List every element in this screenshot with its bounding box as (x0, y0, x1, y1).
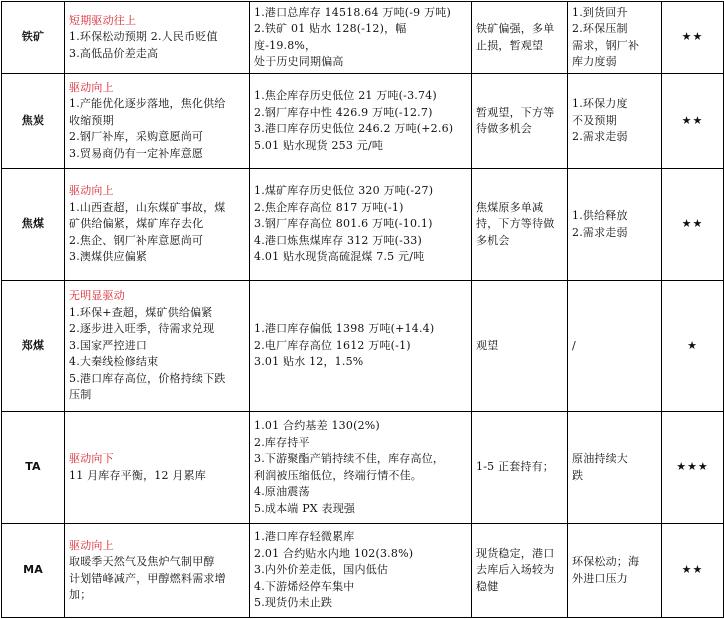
risk-cell (568, 169, 662, 281)
risk-cell (568, 412, 662, 524)
driver-cell (65, 74, 250, 169)
data-line: 4.下游烯烃停车集中 (254, 579, 355, 593)
strategy-line: 铁矿偏强，多单 (476, 22, 555, 35)
commodity-name: 焦煤 (2, 169, 65, 281)
data-line: 1.港口总库存 14518.64 万吨(-9 万吨) (254, 5, 451, 19)
rating-stars: ★★ (662, 524, 724, 618)
risk-cell (568, 524, 662, 618)
risk-line: 2.需求走弱 (572, 225, 628, 239)
driver-reason: 5.港口库存高位，价格持续下跌 (69, 371, 226, 385)
risk-cell (568, 74, 662, 169)
driver-cell (65, 524, 250, 618)
risk-cell (568, 281, 662, 412)
commodity-name: 郑煤 (2, 281, 65, 412)
driver-cell (65, 2, 250, 74)
driver-reason: 计划错峰减产，甲醇燃料需求增 (69, 571, 226, 585)
commodity-name: TA (2, 412, 65, 524)
driver-reason: 收缩预期 (69, 113, 114, 127)
driver-reason: 压制 (69, 388, 92, 402)
data-line: 处于历史同期偏高 (254, 55, 344, 68)
data-cell (250, 524, 472, 618)
risk-line: 2.需求走弱 (572, 130, 628, 144)
strategy-cell (472, 2, 568, 74)
rating-stars: ★★★ (662, 412, 724, 524)
data-cell (250, 169, 472, 281)
table-row (2, 74, 724, 169)
risk-line: 需求，钢厂补 (572, 38, 640, 52)
strategy-line: 去库后入场较为 (476, 563, 555, 577)
data-line: 3.内外价差走低，国内低估 (254, 563, 389, 577)
data-line: 5.成本端 PX 表现强 (254, 501, 356, 515)
strategy-cell (472, 524, 568, 618)
data-cell (250, 281, 472, 412)
commodity-name: 铁矿 (2, 2, 65, 74)
data-line: 2.库存持平 (254, 435, 310, 449)
driver-reason: 3.高低品价差走高 (69, 46, 159, 60)
data-cell (250, 74, 472, 169)
driver-reason: 11 月库存平衡，12 月累库 (69, 468, 206, 482)
strategy-line: 现货稳定，港口 (476, 546, 555, 560)
table-row (2, 2, 724, 74)
driver-label: 无明显驱动 (69, 289, 125, 303)
table-row (2, 524, 724, 618)
driver-reason: 1.环保+查超，煤矿供给偏紧 (69, 305, 213, 319)
data-line: 1.01 合约基差 130(2%) (254, 419, 380, 432)
risk-line: 外进口压力 (572, 571, 628, 585)
data-line: 1.焦企库存历史低位 21 万吨(-3.74) (254, 89, 437, 102)
data-line: 4.01 贴水现货高硫混煤 7.5 元/吨 (254, 250, 425, 264)
data-line: 3.港口库存历史低位 246.2 万吨(+2.6) (254, 122, 454, 135)
driver-reason: 4.大秦线检修结束 (69, 355, 159, 369)
risk-line: 不及预期 (572, 113, 617, 127)
strategy-cell (472, 74, 568, 169)
data-line: 2.钢厂库存中性 426.9 万吨(-12.7) (254, 105, 433, 119)
data-line: 2.01 合约贴水内地 102(3.8%) (254, 546, 414, 560)
driver-cell (65, 412, 250, 524)
risk-line: 原油持续大 (572, 452, 628, 465)
rating-stars: ★ (662, 281, 724, 412)
strategy-line: 1-5 正套持有； (476, 460, 555, 474)
rating-stars: ★★ (662, 2, 724, 74)
data-line: 4.港口炼焦煤库存 312 万吨(-33) (254, 233, 422, 247)
data-line: 1.煤矿库存历史低位 320 万吨(-27) (254, 184, 434, 198)
risk-line: 1.环保力度 (572, 97, 628, 111)
data-cell (250, 412, 472, 524)
risk-line: / (572, 338, 576, 352)
risk-line: 1.到货回升 (572, 5, 628, 19)
driver-cell (65, 281, 250, 412)
strategy-line: 暂观望，下方等 (476, 105, 555, 119)
driver-reason: 3.国家严控进口 (69, 338, 148, 352)
strategy-line: 稳健 (476, 579, 499, 593)
data-line: 5.现货仍未止跌 (254, 596, 333, 610)
strategy-line: 止损，暂观望 (476, 38, 544, 52)
data-line: 利润被压缩低位，终端行情不佳。 (254, 468, 422, 482)
driver-label: 驱动向下 (69, 452, 114, 465)
data-line: 2.铁矿 01 贴水 128(-12)，幅度-19.8%， (254, 22, 407, 52)
table-body (2, 2, 724, 618)
driver-label: 驱动向上 (69, 80, 114, 94)
strategy-cell (472, 281, 568, 412)
driver-reason: 2.焦企、钢厂补库意愿尚可 (69, 233, 204, 247)
data-line: 2.电厂库存高位 1612 万吨(-1) (254, 338, 411, 352)
strategy-line: 待做多机会 (476, 122, 532, 135)
data-line: 3.01 贴水 12，1.5% (254, 355, 364, 369)
data-line: 1.港口库存轻微累库 (254, 530, 355, 544)
strategy-line: 多机会 (476, 233, 510, 247)
driver-label: 短期驱动往上 (69, 13, 137, 27)
driver-reason: 3.澳煤供应偏紧 (69, 250, 148, 264)
risk-line: 1.供给释放 (572, 209, 628, 222)
table-row (2, 412, 724, 524)
risk-line: 跌 (572, 468, 584, 482)
driver-reason: 2.逐步进入旺季，待需求兑现 (69, 322, 215, 336)
strategy-line: 持，下方等待做 (476, 217, 555, 231)
commodity-analysis-table (1, 1, 724, 618)
driver-reason: 1.产能优化逐步落地，焦化供给 (69, 97, 226, 111)
driver-reason: 取暖季天然气及焦炉气制甲醇 (69, 555, 215, 568)
table-row (2, 281, 724, 412)
strategy-line: 焦煤原多单减 (476, 200, 544, 214)
commodity-name: MA (2, 524, 65, 618)
rating-stars: ★★ (662, 169, 724, 281)
driver-reason: 3.贸易商仍有一定补库意愿 (69, 146, 204, 160)
driver-reason: 2.钢厂补库，采购意愿尚可 (69, 130, 204, 144)
driver-cell (65, 169, 250, 281)
driver-reason: 1.环保松动预期 2.人民币贬值 (69, 30, 218, 44)
data-line: 2.焦企库存高位 817 万吨(-1) (254, 200, 404, 214)
data-line: 3.下游聚酯产销持续不佳，库存高位， (254, 452, 445, 465)
commodity-name: 焦炭 (2, 74, 65, 169)
strategy-cell (472, 169, 568, 281)
risk-line: 2.环保压制 (572, 22, 628, 35)
driver-reason: 1.山西查超，山东煤矿事故，煤 (69, 200, 226, 214)
data-line: 3.钢厂库存高位 801.6 万吨(-10.1) (254, 217, 433, 231)
strategy-line: 观望 (476, 338, 499, 352)
driver-reason: 矿供给偏紧，煤矿库存去化 (69, 217, 204, 231)
driver-reason: 加； (69, 588, 92, 601)
risk-cell (568, 2, 662, 74)
data-line: 1.港口库存偏低 1398 万吨(+14.4) (254, 322, 435, 336)
data-cell (250, 2, 472, 74)
driver-label: 驱动向上 (69, 184, 114, 198)
risk-line: 库力度弱 (572, 55, 617, 68)
data-line: 5.01 贴水现货 253 元/吨 (254, 138, 384, 152)
rating-stars: ★★ (662, 74, 724, 169)
strategy-cell (472, 412, 568, 524)
table-row (2, 169, 724, 281)
driver-label: 驱动向上 (69, 538, 114, 552)
data-line: 4.原油震荡 (254, 485, 310, 498)
risk-line: 环保松动；海 (572, 555, 640, 568)
